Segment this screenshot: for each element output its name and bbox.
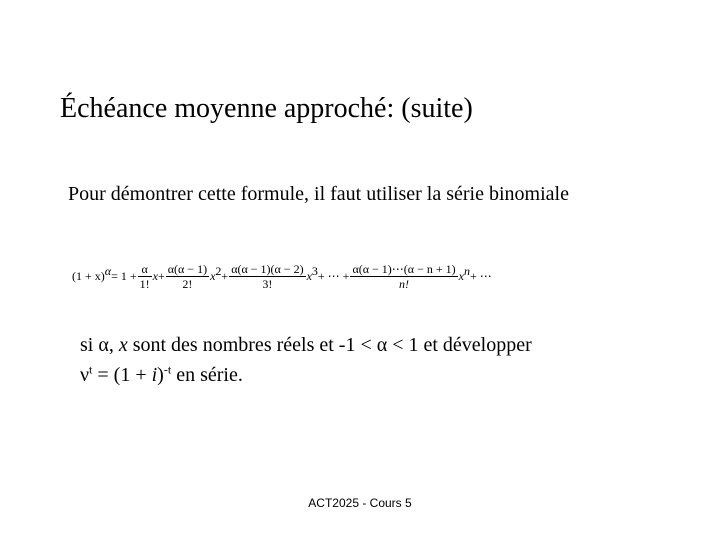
- cond-nu-exp: t: [89, 362, 93, 377]
- cond-pre: si: [80, 334, 99, 356]
- term2-var: x: [210, 269, 216, 283]
- cond-nu: ν: [80, 364, 90, 386]
- term2-power: [210, 264, 222, 284]
- term1-denominator: 1!: [139, 277, 150, 291]
- term2-numerator: α(α − 1): [167, 262, 208, 276]
- formula-lhs-exp: α: [104, 264, 112, 278]
- term3-power: [306, 264, 318, 284]
- term3-numerator: α(α − 1)(α − 2): [231, 262, 304, 276]
- cond-end: en série.: [171, 364, 243, 386]
- term3-exp: 3: [311, 264, 318, 278]
- formula-lhs-base: (1 + x): [72, 269, 105, 283]
- termn-power: [458, 264, 470, 284]
- term1-var: x: [152, 269, 158, 283]
- dots2: + ⋯: [469, 269, 492, 283]
- termn-numerator: α(α − 1)⋯(α − n + 1): [352, 262, 456, 276]
- termn-fraction: [350, 262, 457, 291]
- cond-comma: ,: [108, 334, 119, 356]
- term1-numerator: α: [141, 262, 148, 276]
- cond-mid: sont des nombres réels et -1 <: [127, 334, 377, 356]
- cond-exp: -t: [163, 362, 172, 377]
- termn-denominator: n!: [350, 276, 457, 291]
- plus1: +: [157, 269, 165, 283]
- binomial-series-formula: [72, 262, 632, 298]
- term1-fraction: [138, 262, 152, 291]
- formula-eq: = 1 +: [111, 269, 137, 283]
- term3-denominator: 3!: [229, 276, 305, 291]
- cond-x: x: [118, 334, 128, 356]
- term3-var: x: [306, 269, 312, 283]
- term2-fraction: [166, 262, 209, 291]
- term2-denominator: 2!: [166, 276, 209, 291]
- plus2: +: [221, 269, 229, 283]
- termn-exp: n: [463, 264, 470, 278]
- termn-var: x: [458, 269, 464, 283]
- formula-lhs: [72, 264, 112, 284]
- slide-footer: ACT2025 - Cours 5: [308, 496, 412, 510]
- cond-i: i: [151, 364, 158, 386]
- slide-title: Échéance moyenne approché: (suite): [60, 93, 473, 124]
- cond-alpha: α: [98, 334, 109, 356]
- cond-alpha2: α: [376, 334, 388, 356]
- condition-text: [80, 330, 670, 390]
- cond-post: < 1 et développer: [387, 334, 532, 356]
- cond-close: ): [157, 364, 164, 386]
- cond-eq: = (1 +: [92, 364, 152, 386]
- term2-exp: 2: [215, 264, 222, 278]
- intro-text: Pour démontrer cette formule, il faut utiliser la série binomiale: [68, 183, 569, 205]
- term3-fraction: [229, 262, 305, 291]
- dots1: + ⋯ +: [317, 269, 350, 283]
